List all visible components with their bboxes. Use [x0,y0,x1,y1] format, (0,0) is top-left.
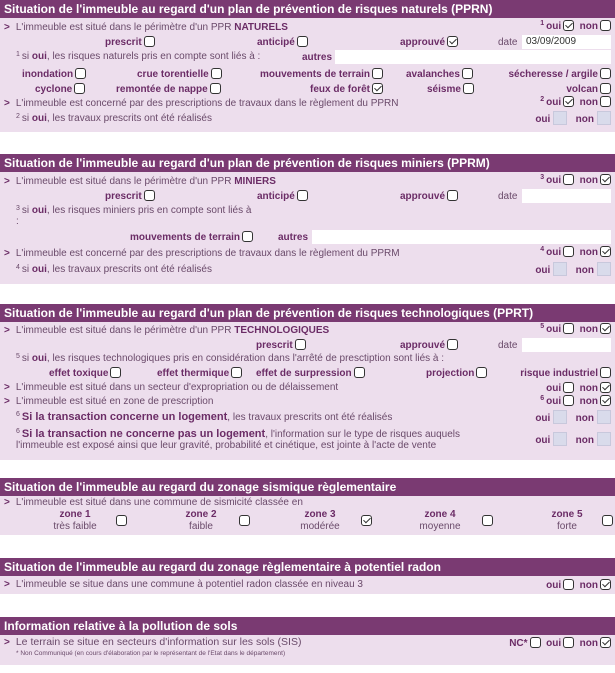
sols-oui-checkbox[interactable] [563,637,574,648]
risk-cyclone-checkbox[interactable] [74,83,85,94]
pprn-q1-oui-checkbox[interactable] [563,20,574,31]
pprn-date-input[interactable]: 03/09/2009 [522,35,611,49]
effet-toxique-checkbox[interactable] [110,367,121,378]
risk-mouvements-checkbox[interactable] [372,68,383,79]
pprt-non-logement-oui-box[interactable] [553,432,567,446]
pprt-q3-oui-checkbox[interactable] [563,395,574,406]
sols-non-checkbox[interactable] [600,637,611,648]
pprn-q2-non-checkbox[interactable] [600,96,611,107]
risk-nappe-checkbox[interactable] [210,83,221,94]
risk-inondation-checkbox[interactable] [75,68,86,79]
projection-checkbox[interactable] [476,367,487,378]
pprt-q1-oui-checkbox[interactable] [563,323,574,334]
pprt-logement-non-box[interactable] [597,410,611,424]
section-pprn: Situation de l'immeuble au regard d'un plan de prévention de risques naturels (PPRN) > L'immeuble est situé dans le périmètre d'un PPR NATURELS $^1$ oui non prescrit anticipé approuvé date 03/09/2009 $^1$ si oui, les risques naturels pris en compte sont liés à : autres inondation crue torentielle mouvements de terrain avalanches sécheresse / argile cyclone remontée de nappe feux de forêt séisme volcan > L'immeuble est concerné par des prescriptions de travaux dans le règlement du PPRN $^2$ oui non $^2$ si oui, les travaux prescrits ont été réalisés oui non [0,0,615,132]
pprt-non-logement-non-box[interactable] [597,432,611,446]
section-title: Situation de l'immeuble au regard d'un plan de prévention de risques miniers (PPRM) [0,154,615,172]
pprn-prescrit-checkbox[interactable] [144,36,155,47]
risk-secheresse-checkbox[interactable] [600,68,611,79]
pprt-q1-non-checkbox[interactable] [600,323,611,334]
pprm-prescrit-checkbox[interactable] [144,190,155,201]
zone5-checkbox[interactable] [602,515,613,526]
pprn-realises-non-box[interactable] [597,111,611,125]
pprn-realises-oui-box[interactable] [553,111,567,125]
pprm-mouvements-checkbox[interactable] [242,231,253,242]
risk-crue-checkbox[interactable] [211,68,222,79]
pprm-q2-oui-checkbox[interactable] [563,246,574,257]
section-title: Situation de l'immeuble au regard d'un plan de prévention de risques technologiques (PPRT) [0,304,615,322]
pprt-q3-non-checkbox[interactable] [600,395,611,406]
risk-volcan-checkbox[interactable] [600,83,611,94]
effet-surpression-checkbox[interactable] [354,367,365,378]
section-title: Situation de l'immeuble au regard du zonage règlementaire à potentiel radon [0,558,615,576]
pprt-logement-oui-box[interactable] [553,410,567,424]
pprn-autres-input[interactable] [335,50,611,64]
pprm-approuve-checkbox[interactable] [447,190,458,201]
pprt-approuve-checkbox[interactable] [447,339,458,350]
pprm-anticipe-checkbox[interactable] [297,190,308,201]
pprn-anticipe-checkbox[interactable] [297,36,308,47]
zone4-checkbox[interactable] [482,515,493,526]
sols-nc-checkbox[interactable] [530,637,541,648]
pprm-q2-non-checkbox[interactable] [600,246,611,257]
pprm-date-input[interactable] [522,189,611,203]
risque-industriel-checkbox[interactable] [600,367,611,378]
section-pprm: Situation de l'immeuble au regard d'un plan de prévention de risques miniers (PPRM) > L'immeuble est situé dans le périmètre d'un PPR MINIERS $^3$ oui non prescrit anticipé approuvé date $^3$ si oui, les risques miniers pris en compte sont liés à : mouvements de terrain autres > L'immeuble est concerné par des prescriptions de travaux dans le règlement du PPRM $^4$ oui non $^4$ si oui, les travaux prescrits ont été réalisés oui non [0,154,615,284]
risk-feux-checkbox[interactable] [372,83,383,94]
section-radon: Situation de l'immeuble au regard du zonage règlementaire à potentiel radon > L'immeuble se situe dans une commune à potentiel radon classée en niveau 3 oui non [0,558,615,594]
effet-thermique-checkbox[interactable] [231,367,242,378]
arrow-icon: > [4,22,10,33]
zone2-checkbox[interactable] [239,515,250,526]
section-title: Situation de l'immeuble au regard d'un plan de prévention de risques naturels (PPRN) [0,0,615,18]
pprt-prescrit-checkbox[interactable] [295,339,306,350]
pprm-realises-oui-box[interactable] [553,262,567,276]
section-title: Situation de l'immeuble au regard du zonage sismique règlementaire [0,478,615,496]
risk-avalanches-checkbox[interactable] [462,68,473,79]
zone1-checkbox[interactable] [116,515,127,526]
pprt-q2-oui-checkbox[interactable] [563,382,574,393]
risk-seisme-checkbox[interactable] [463,83,474,94]
section-title: Information relative à la pollution de sols [0,617,615,635]
radon-oui-checkbox[interactable] [563,579,574,590]
pprn-q2-oui-checkbox[interactable] [563,96,574,107]
section-sismique: Situation de l'immeuble au regard du zonage sismique règlementaire > L'immeuble est situé dans une commune de sismicité classée en zone 1 très faible zone 2 faible zone 3 modérée zone 4 moyenne zone 5 forte [0,478,615,535]
pprm-q1-oui-checkbox[interactable] [563,174,574,185]
pprn-approuve-checkbox[interactable] [447,36,458,47]
pprt-date-input[interactable] [522,338,611,352]
pprt-q2-non-checkbox[interactable] [600,382,611,393]
section-pprt: Situation de l'immeuble au regard d'un plan de prévention de risques technologiques (PPRT) > L'immeuble est situé dans le périmètre d'un PPR TECHNOLOGIQUES $^5$ oui non prescrit approuvé date $^5$ si oui, les risques technologiques pris en considération dans l'arrêté de presctiption sont liés à : effet toxique effet thermique effet de surpression projection risque industriel > L'immeuble est situé dans un secteur d'expropriation ou de délaissement oui non > L'immeuble est situé en zone de prescription $^6$ oui non $^6$ Si la transaction concerne un logement, les travaux prescrits ont été réalisés oui non $^6$ Si la transaction ne concerne pas un logement, l'information sur le type de risques auquels l'immeuble est exposé ainsi que leur gravité, probabilité et cinétique, est jointe à l'acte de vente oui non [0,304,615,460]
pprm-q1-non-checkbox[interactable] [600,174,611,185]
pprn-q1-non-checkbox[interactable] [600,20,611,31]
radon-non-checkbox[interactable] [600,579,611,590]
zone3-checkbox[interactable] [361,515,372,526]
section-sols: Information relative à la pollution de sols > Le terrain se situe en secteurs d'information sur les sols (SIS) * Non Communiqué (en cours d'élaboration par le représentant de l'Etat dans le département) NC* oui non [0,617,615,665]
pprm-autres-input[interactable] [312,230,611,244]
pprm-realises-non-box[interactable] [597,262,611,276]
